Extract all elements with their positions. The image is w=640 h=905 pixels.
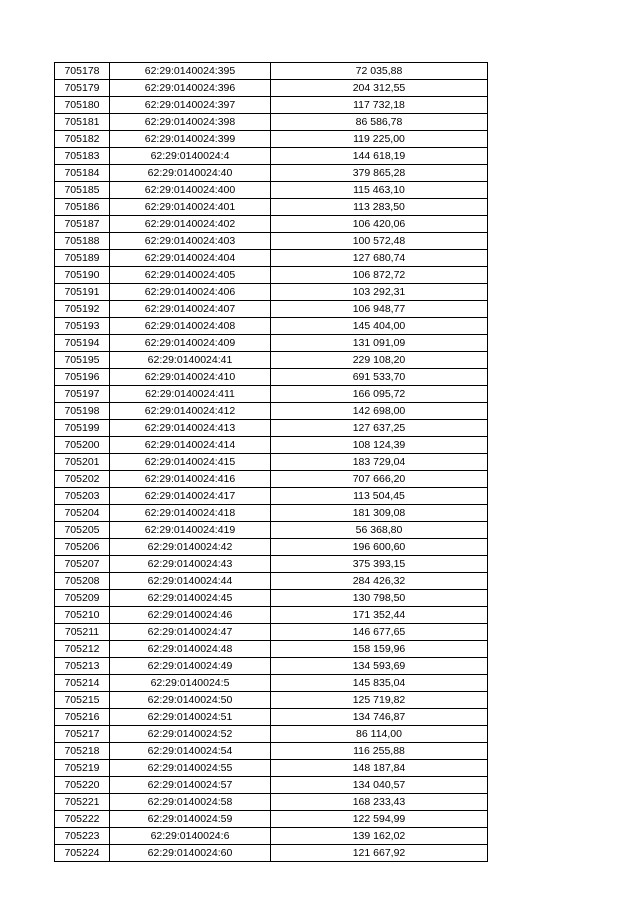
cadastral-number-cell: 62:29:0140024:412	[110, 403, 271, 420]
cadastral-value-cell: 146 677,65	[271, 624, 488, 641]
cadastral-number-cell: 62:29:0140024:414	[110, 437, 271, 454]
cadastral-number-cell: 62:29:0140024:398	[110, 114, 271, 131]
cadastral-number-cell: 62:29:0140024:409	[110, 335, 271, 352]
cadastral-number-cell: 62:29:0140024:396	[110, 80, 271, 97]
row-number-cell: 705199	[55, 420, 110, 437]
table-row	[55, 97, 488, 114]
row-number-cell: 705194	[55, 335, 110, 352]
row-number-cell: 705209	[55, 590, 110, 607]
row-number-cell: 705191	[55, 284, 110, 301]
table-row	[55, 182, 488, 199]
table-body	[55, 63, 488, 862]
cadastral-number-cell: 62:29:0140024:413	[110, 420, 271, 437]
row-number-cell: 705193	[55, 318, 110, 335]
cadastral-number-cell: 62:29:0140024:402	[110, 216, 271, 233]
cadastral-number-cell: 62:29:0140024:6	[110, 828, 271, 845]
cadastral-number-cell: 62:29:0140024:4	[110, 148, 271, 165]
table-row	[55, 284, 488, 301]
table-row	[55, 471, 488, 488]
cadastral-value-cell: 168 233,43	[271, 794, 488, 811]
table-row	[55, 233, 488, 250]
table-row	[55, 590, 488, 607]
row-number-cell: 705189	[55, 250, 110, 267]
row-number-cell: 705202	[55, 471, 110, 488]
cadastral-value-cell: 166 095,72	[271, 386, 488, 403]
row-number-cell: 705187	[55, 216, 110, 233]
cadastral-number-cell: 62:29:0140024:416	[110, 471, 271, 488]
cadastral-value-cell: 122 594,99	[271, 811, 488, 828]
table-row	[55, 216, 488, 233]
cadastral-value-cell: 86 114,00	[271, 726, 488, 743]
cadastral-value-cell: 144 618,19	[271, 148, 488, 165]
row-number-cell: 705203	[55, 488, 110, 505]
table-row	[55, 267, 488, 284]
cadastral-value-cell: 134 593,69	[271, 658, 488, 675]
cadastral-value-cell: 134 746,87	[271, 709, 488, 726]
table-row	[55, 352, 488, 369]
row-number-cell: 705205	[55, 522, 110, 539]
cadastral-number-cell: 62:29:0140024:404	[110, 250, 271, 267]
cadastral-value-cell: 134 040,57	[271, 777, 488, 794]
row-number-cell: 705207	[55, 556, 110, 573]
cadastral-number-cell: 62:29:0140024:400	[110, 182, 271, 199]
cadastral-value-cell: 86 586,78	[271, 114, 488, 131]
cadastral-number-cell: 62:29:0140024:410	[110, 369, 271, 386]
cadastral-value-cell: 72 035,88	[271, 63, 488, 80]
table-row	[55, 80, 488, 97]
row-number-cell: 705212	[55, 641, 110, 658]
cadastral-value-cell: 113 504,45	[271, 488, 488, 505]
cadastral-value-cell: 100 572,48	[271, 233, 488, 250]
cadastral-value-cell: 142 698,00	[271, 403, 488, 420]
row-number-cell: 705224	[55, 845, 110, 862]
cadastral-value-cell: 108 124,39	[271, 437, 488, 454]
table-row	[55, 777, 488, 794]
row-number-cell: 705204	[55, 505, 110, 522]
cadastral-number-cell: 62:29:0140024:395	[110, 63, 271, 80]
cadastral-value-cell: 127 637,25	[271, 420, 488, 437]
table-row	[55, 828, 488, 845]
cadastral-value-cell: 106 872,72	[271, 267, 488, 284]
table-row	[55, 250, 488, 267]
table-row	[55, 692, 488, 709]
table-row	[55, 131, 488, 148]
cadastral-number-cell: 62:29:0140024:60	[110, 845, 271, 862]
cadastral-number-cell: 62:29:0140024:417	[110, 488, 271, 505]
table-row	[55, 165, 488, 182]
cadastral-value-cell: 113 283,50	[271, 199, 488, 216]
table-row	[55, 641, 488, 658]
row-number-cell: 705208	[55, 573, 110, 590]
cadastral-number-cell: 62:29:0140024:401	[110, 199, 271, 216]
row-number-cell: 705220	[55, 777, 110, 794]
cadastral-value-cell: 103 292,31	[271, 284, 488, 301]
table-row	[55, 709, 488, 726]
cadastral-value-cell: 707 666,20	[271, 471, 488, 488]
table-row	[55, 845, 488, 862]
cadastral-value-table	[54, 62, 488, 862]
cadastral-value-cell: 125 719,82	[271, 692, 488, 709]
row-number-cell: 705217	[55, 726, 110, 743]
table-row	[55, 522, 488, 539]
table-row	[55, 148, 488, 165]
row-number-cell: 705210	[55, 607, 110, 624]
table-row	[55, 318, 488, 335]
cadastral-value-cell: 181 309,08	[271, 505, 488, 522]
cadastral-value-cell: 106 948,77	[271, 301, 488, 318]
table-row	[55, 743, 488, 760]
cadastral-value-cell: 148 187,84	[271, 760, 488, 777]
table-row	[55, 420, 488, 437]
cadastral-number-cell: 62:29:0140024:55	[110, 760, 271, 777]
table-row	[55, 301, 488, 318]
row-number-cell: 705188	[55, 233, 110, 250]
row-number-cell: 705190	[55, 267, 110, 284]
cadastral-number-cell: 62:29:0140024:49	[110, 658, 271, 675]
cadastral-value-cell: 106 420,06	[271, 216, 488, 233]
table-row	[55, 573, 488, 590]
cadastral-number-cell: 62:29:0140024:397	[110, 97, 271, 114]
cadastral-number-cell: 62:29:0140024:51	[110, 709, 271, 726]
table-row	[55, 63, 488, 80]
cadastral-number-cell: 62:29:0140024:47	[110, 624, 271, 641]
cadastral-number-cell: 62:29:0140024:58	[110, 794, 271, 811]
cadastral-number-cell: 62:29:0140024:406	[110, 284, 271, 301]
table-row	[55, 335, 488, 352]
cadastral-value-cell: 115 463,10	[271, 182, 488, 199]
document-page	[54, 62, 488, 862]
table-row	[55, 488, 488, 505]
table-row	[55, 386, 488, 403]
row-number-cell: 705183	[55, 148, 110, 165]
row-number-cell: 705178	[55, 63, 110, 80]
row-number-cell: 705214	[55, 675, 110, 692]
cadastral-value-cell: 379 865,28	[271, 165, 488, 182]
table-row	[55, 539, 488, 556]
cadastral-number-cell: 62:29:0140024:46	[110, 607, 271, 624]
cadastral-number-cell: 62:29:0140024:42	[110, 539, 271, 556]
cadastral-number-cell: 62:29:0140024:399	[110, 131, 271, 148]
cadastral-value-cell: 130 798,50	[271, 590, 488, 607]
table-row	[55, 675, 488, 692]
row-number-cell: 705182	[55, 131, 110, 148]
cadastral-value-cell: 284 426,32	[271, 573, 488, 590]
cadastral-number-cell: 62:29:0140024:57	[110, 777, 271, 794]
cadastral-value-cell: 375 393,15	[271, 556, 488, 573]
cadastral-value-cell: 691 533,70	[271, 369, 488, 386]
cadastral-value-cell: 116 255,88	[271, 743, 488, 760]
row-number-cell: 705222	[55, 811, 110, 828]
table-row	[55, 114, 488, 131]
cadastral-number-cell: 62:29:0140024:59	[110, 811, 271, 828]
table-row	[55, 437, 488, 454]
cadastral-number-cell: 62:29:0140024:415	[110, 454, 271, 471]
table-row	[55, 369, 488, 386]
table-row	[55, 199, 488, 216]
table-row	[55, 658, 488, 675]
cadastral-value-cell: 204 312,55	[271, 80, 488, 97]
cadastral-number-cell: 62:29:0140024:403	[110, 233, 271, 250]
row-number-cell: 705196	[55, 369, 110, 386]
row-number-cell: 705213	[55, 658, 110, 675]
table-row	[55, 505, 488, 522]
table-row	[55, 726, 488, 743]
cadastral-number-cell: 62:29:0140024:54	[110, 743, 271, 760]
table-row	[55, 624, 488, 641]
cadastral-value-cell: 131 091,09	[271, 335, 488, 352]
cadastral-value-cell: 127 680,74	[271, 250, 488, 267]
cadastral-number-cell: 62:29:0140024:40	[110, 165, 271, 182]
cadastral-number-cell: 62:29:0140024:50	[110, 692, 271, 709]
row-number-cell: 705221	[55, 794, 110, 811]
row-number-cell: 705216	[55, 709, 110, 726]
row-number-cell: 705180	[55, 97, 110, 114]
row-number-cell: 705206	[55, 539, 110, 556]
table-row	[55, 607, 488, 624]
cadastral-value-cell: 119 225,00	[271, 131, 488, 148]
cadastral-value-cell: 196 600,60	[271, 539, 488, 556]
cadastral-value-cell: 171 352,44	[271, 607, 488, 624]
cadastral-number-cell: 62:29:0140024:44	[110, 573, 271, 590]
table-row	[55, 811, 488, 828]
cadastral-number-cell: 62:29:0140024:408	[110, 318, 271, 335]
table-row	[55, 454, 488, 471]
cadastral-value-cell: 183 729,04	[271, 454, 488, 471]
row-number-cell: 705211	[55, 624, 110, 641]
row-number-cell: 705219	[55, 760, 110, 777]
cadastral-number-cell: 62:29:0140024:43	[110, 556, 271, 573]
row-number-cell: 705184	[55, 165, 110, 182]
table-row	[55, 556, 488, 573]
row-number-cell: 705200	[55, 437, 110, 454]
cadastral-number-cell: 62:29:0140024:48	[110, 641, 271, 658]
cadastral-number-cell: 62:29:0140024:407	[110, 301, 271, 318]
cadastral-value-cell: 229 108,20	[271, 352, 488, 369]
row-number-cell: 705215	[55, 692, 110, 709]
cadastral-number-cell: 62:29:0140024:411	[110, 386, 271, 403]
row-number-cell: 705195	[55, 352, 110, 369]
row-number-cell: 705192	[55, 301, 110, 318]
row-number-cell: 705186	[55, 199, 110, 216]
row-number-cell: 705198	[55, 403, 110, 420]
row-number-cell: 705223	[55, 828, 110, 845]
cadastral-number-cell: 62:29:0140024:419	[110, 522, 271, 539]
cadastral-value-cell: 117 732,18	[271, 97, 488, 114]
row-number-cell: 705218	[55, 743, 110, 760]
table-row	[55, 760, 488, 777]
cadastral-number-cell: 62:29:0140024:418	[110, 505, 271, 522]
row-number-cell: 705181	[55, 114, 110, 131]
cadastral-value-cell: 56 368,80	[271, 522, 488, 539]
cadastral-value-cell: 145 835,04	[271, 675, 488, 692]
cadastral-number-cell: 62:29:0140024:405	[110, 267, 271, 284]
table-row	[55, 403, 488, 420]
row-number-cell: 705197	[55, 386, 110, 403]
cadastral-value-cell: 158 159,96	[271, 641, 488, 658]
cadastral-value-cell: 121 667,92	[271, 845, 488, 862]
cadastral-number-cell: 62:29:0140024:45	[110, 590, 271, 607]
cadastral-value-cell: 139 162,02	[271, 828, 488, 845]
row-number-cell: 705201	[55, 454, 110, 471]
cadastral-value-cell: 145 404,00	[271, 318, 488, 335]
cadastral-number-cell: 62:29:0140024:41	[110, 352, 271, 369]
table-row	[55, 794, 488, 811]
row-number-cell: 705179	[55, 80, 110, 97]
cadastral-number-cell: 62:29:0140024:5	[110, 675, 271, 692]
row-number-cell: 705185	[55, 182, 110, 199]
cadastral-number-cell: 62:29:0140024:52	[110, 726, 271, 743]
